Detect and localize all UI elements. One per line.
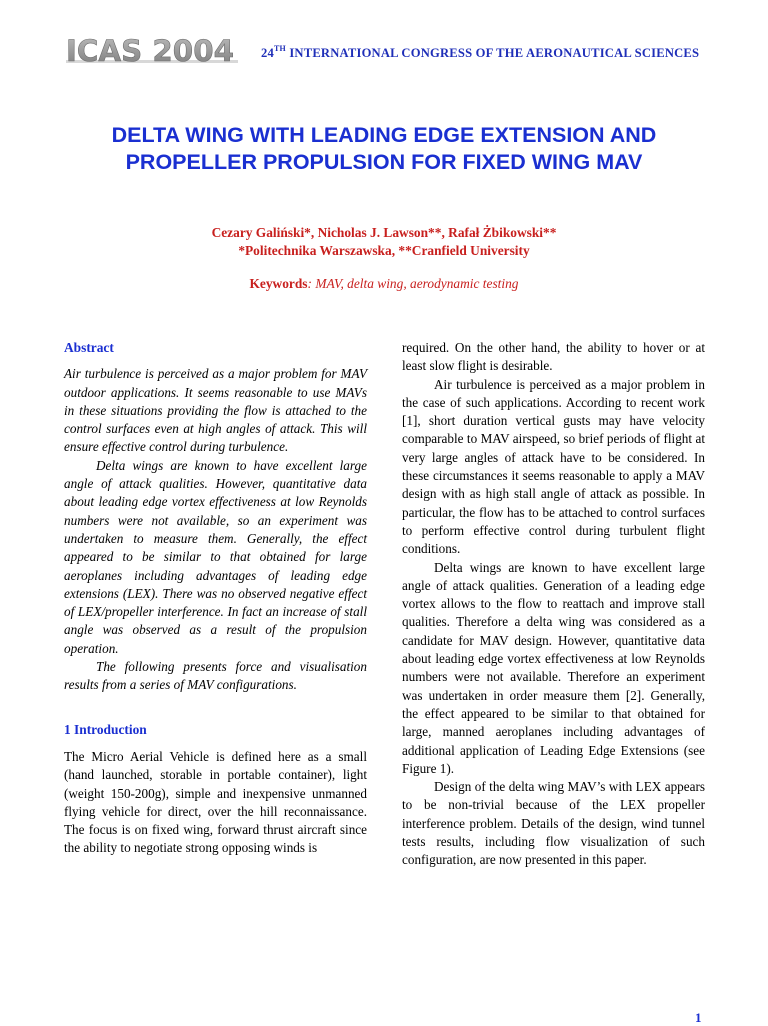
abstract-body	[64, 365, 367, 694]
body-paragraph: Design of the delta wing MAV’s with LEX appears to be non-trivial because of the LEX propeller interference problem. Details of the design, wind tunnel tests results, including flow visualization of such configuration, are now presented in this paper.	[402, 779, 705, 868]
keywords-list: MAV, delta wing, aerodynamic testing	[312, 276, 519, 291]
affiliations: *Politechnika Warszawska, **Cranfield University	[238, 243, 530, 258]
body-paragraph: Delta wings are known to have excellent large angle of attack qualities. Generation of a leading edge vortex allows to the flow to reattach and improve stall qualities. Therefore a delta wing was considered as a candidate for MAV design. However, quantitative data about leading edge vortex effectiveness at low Reynolds numbers were not available. Therefore an experiment was undertaken in order measure them [2]. Generally, the effect appeared to be similar to that obtained for large, manned aeroplanes including advantages of additional application of Leading Edge Extensions (see Figure 1).	[402, 559, 705, 776]
body-paragraph: required. On the other hand, the ability to hover or at least slow flight is desirable.	[402, 340, 705, 374]
introduction-paragraph: The Micro Aerial Vehicle is defined here as a small (hand launched, storable in portable container), light (weight 150-200g), simple and inexpensive unmanned flying vehicle for direct, over the hill reconnaissance. The focus is on fixed wing, forward thrust aircraft since the ability to negotiate strong opposing winds is	[64, 748, 367, 856]
abstract-heading: Abstract	[64, 340, 114, 355]
author-block	[60, 224, 708, 260]
abstract-paragraph: Air turbulence is perceived as a major problem for MAV outdoor applications. It seems reasonable to use MAVs in these situations providing the flow is attached to the control surfaces even at high angles of attack. This will ensure effective control during turbulence.	[64, 366, 367, 455]
body-paragraph: Air turbulence is perceived as a major problem in the case of such applications. According to recent work [1], short duration vertical gusts may have velocity comparable to MAV airspeed, so brief periods of flight at very large angles of attack have to be considered. In these circumstances it seems reasonable to apply a MAV design with as high stall angle of attack as possible. In particular, the flow has to be attached to control surfaces to perform effective control during turbulent flight conditions.	[402, 376, 705, 557]
paper-title: DELTA WING WITH LEADING EDGE EXTENSION AND PROPELLER PROPULSION FOR FIXED WING MAV	[111, 123, 657, 174]
right-column	[402, 339, 705, 870]
keywords: Keywords: MAV, delta wing, aerodynamic testing	[249, 276, 519, 291]
abstract-paragraph: Delta wings are known to have excellent large angle of attack qualities. However, quantitative data about leading edge vortex effectiveness at low Reynolds numbers were not available, so an experiment was undertaken to measure them. Generally, the effect appeared to be similar to that obtained for large aeroplanes including advantages of leading edge extensions (LEX). There was no observed negative effect of LEX/propeller interference. In fact an increase of stall angle was observed as a result of the propulsion operation.	[64, 457, 367, 656]
page-number: 1	[695, 1010, 702, 1025]
authors: Cezary Galiński*, Nicholas J. Lawson**, Rafał Żbikowski**	[211, 225, 557, 240]
left-column	[64, 339, 367, 858]
keywords-label: Keywords	[249, 276, 308, 291]
introduction-heading: 1 Introduction	[64, 721, 147, 737]
abstract-paragraph: The following presents force and visualisation results from a series of MAV configurations.	[64, 659, 367, 693]
icas-2004-logo	[66, 34, 238, 70]
page-header	[66, 34, 716, 70]
logo-text: ICAS 2004	[66, 34, 234, 68]
conference-name: 24TH INTERNATIONAL CONGRESS OF THE AERONAUTICAL SCIENCES	[261, 44, 700, 60]
